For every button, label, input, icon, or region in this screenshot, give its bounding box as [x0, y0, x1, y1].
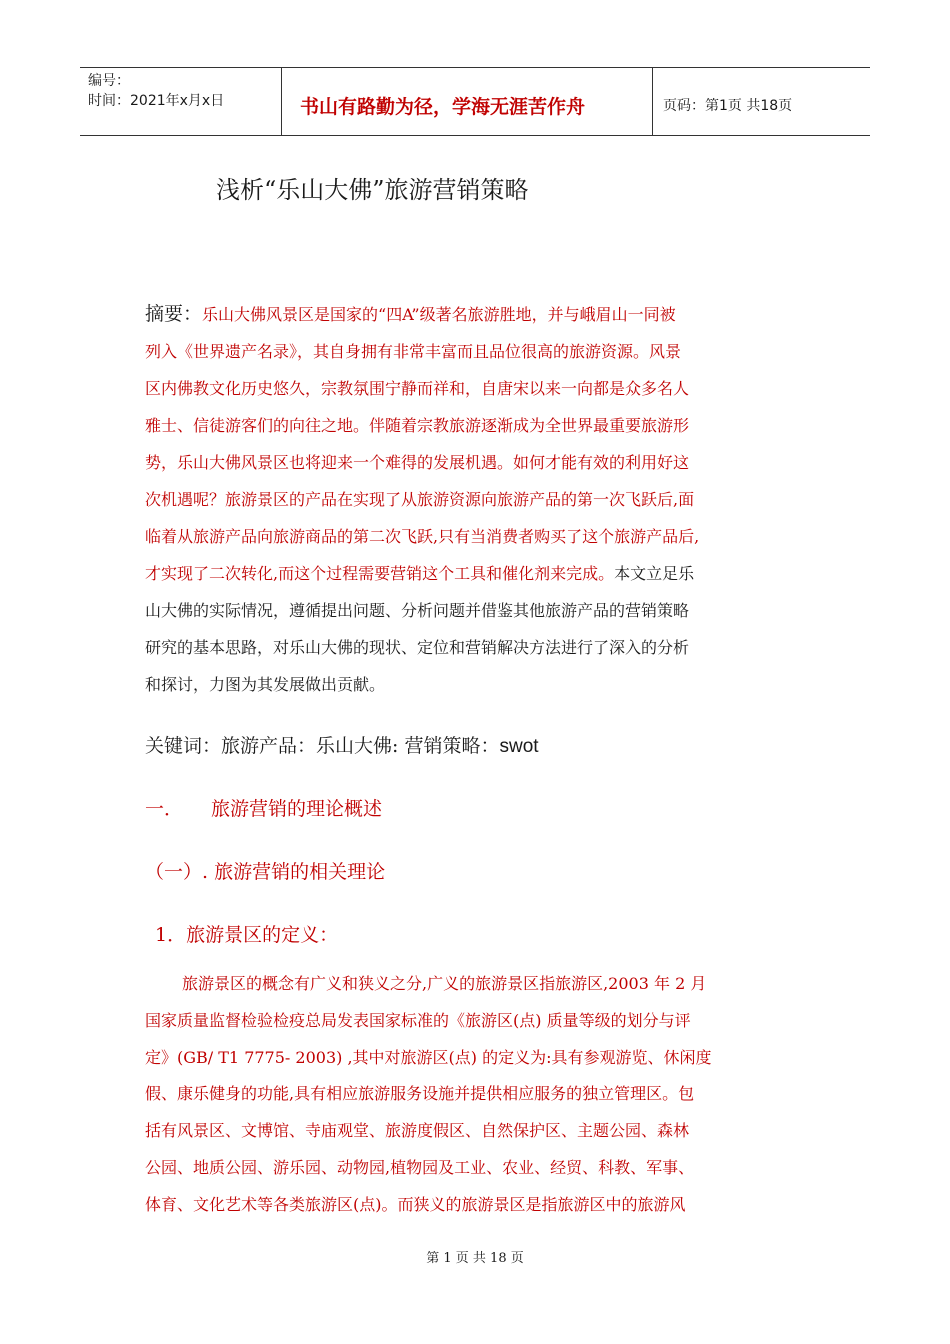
abstract-line: [145, 555, 810, 592]
page-footer: 第 1 页 共 18 页: [426, 1251, 524, 1266]
keywords-label: 关键词：: [145, 735, 222, 757]
abstract-line: [145, 333, 810, 370]
abstract-line: [145, 296, 810, 333]
header-page-cell: [653, 68, 870, 135]
abstract-text-red: 才实现了二次转化,而这个过程需要营销这个工具和催化剂来完成。: [145, 564, 615, 583]
document-title: 浅析“乐山大佛”旅游营销策略: [216, 176, 529, 204]
abstract-text-red: 区内佛教文化历史悠久，宗教氛围宁静而祥和，自唐宋以来一向都是众多名人: [145, 379, 690, 398]
body-line: 定》(GB/ T1 7775- 2003) ,其中对旅游区(点) 的定义为:具有参观游览、休闲度: [145, 1047, 712, 1067]
abstract-line: [145, 407, 810, 444]
body-line: 括有风景区、文博馆、寺庙观堂、旅游度假区、自然保护区、主题公园、森林: [145, 1121, 690, 1141]
abstract-text: 本文立足乐: [614, 564, 695, 583]
document-number-label: 编号：: [88, 73, 130, 89]
abstract-line: [145, 666, 810, 703]
keywords-text: 旅游产品：乐山大佛: 营销策略：: [221, 735, 500, 757]
section-number: 一．: [145, 798, 184, 820]
document-time-label: 时间：2021年x月x日: [88, 93, 225, 109]
abstract-line: [145, 370, 810, 407]
subsubsection-heading: 1．旅游景区的定义：: [155, 924, 339, 946]
abstract-text: 研究的基本思路，对乐山大佛的现状、定位和营销解决方法进行了深入的分析: [145, 638, 690, 657]
keywords-line: [145, 728, 539, 765]
abstract-text-red: 雅士、信徒游客们的向往之地。伴随着宗教旅游逐渐成为全世界最重要旅游形: [145, 416, 690, 435]
abstract-line: [145, 444, 810, 481]
subsection-heading: （一）. 旅游营销的相关理论: [145, 861, 386, 883]
section-heading-1: [145, 794, 382, 821]
body-paragraph: [145, 966, 810, 1224]
header-page-info: 页码：第1页 共18页: [663, 98, 793, 114]
header-meta: [80, 68, 281, 135]
header-motto: 书山有路勤为径，学海无涯苦作舟: [300, 96, 586, 118]
body-line: 旅游景区的概念有广义和狭义之分,广义的旅游景区指旅游区,2003 年 2 月: [182, 974, 707, 993]
keywords-en: swot: [499, 736, 539, 757]
body-line: 假、康乐健身的功能,具有相应旅游服务设施并提供相应服务的独立管理区。包: [145, 1084, 695, 1104]
body-line: 体育、文化艺术等各类旅游区(点)。而狭义的旅游景区是指旅游区中的旅游风: [145, 1194, 686, 1214]
abstract-label: 摘要：: [145, 303, 203, 325]
header-motto-cell: [281, 68, 653, 135]
abstract-text-red: 临着从旅游产品向旅游商品的第二次飞跃,只有当消费者购买了这个旅游产品后,: [145, 527, 700, 546]
abstract-line: [145, 481, 810, 518]
abstract-text-red: 势，乐山大佛风景区也将迎来一个难得的发展机遇。如何才能有效的利用好这: [145, 453, 690, 472]
abstract-line: [145, 629, 810, 666]
abstract-paragraph: [145, 296, 810, 703]
body-line: 国家质量监督检验检疫总局发表国家标准的《旅游区(点) 质量等级的划分与评: [145, 1010, 691, 1030]
body-line: 公园、地质公园、游乐园、动物园,植物园及工业、农业、经贸、科教、军事、: [145, 1157, 695, 1177]
abstract-line: [145, 518, 810, 555]
abstract-line: [145, 592, 810, 629]
abstract-text-red: 列入《世界遗产名录》，其自身拥有非常丰富而且品位很高的旅游资源。风景: [145, 342, 682, 361]
abstract-text-red: 次机遇呢？旅游景区的产品在实现了从旅游资源向旅游产品的第一次飞跃后,面: [145, 490, 695, 509]
abstract-text: 山大佛的实际情况，遵循提出问题、分析问题并借鉴其他旅游产品的营销策略: [145, 601, 690, 620]
abstract-text-red: 乐山大佛风景区是国家的“四A”级著名旅游胜地，并与峨眉山一同被: [202, 305, 676, 324]
abstract-text: 和探讨，力图为其发展做出贡献。: [145, 675, 386, 694]
page-header: [80, 67, 870, 136]
section-title: 旅游营销的理论概述: [211, 798, 383, 820]
